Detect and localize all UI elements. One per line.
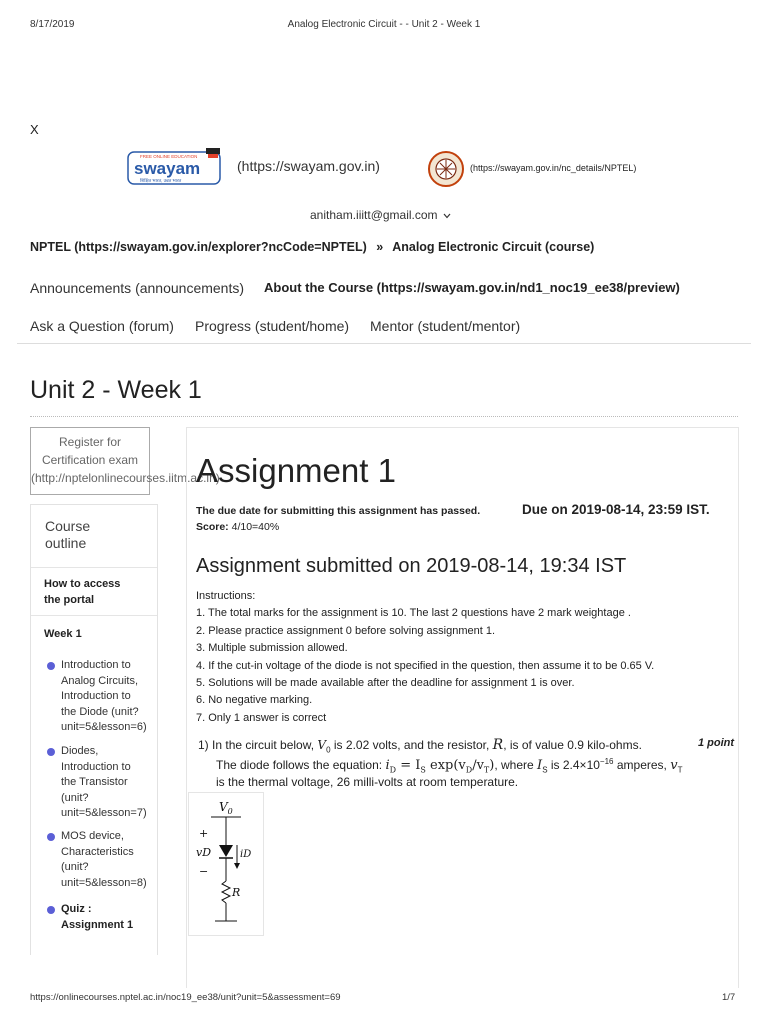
register-line3: (http://nptelonlinecourses.iitm.ac.in) <box>31 471 220 485</box>
instruction-item: 4. If the cut-in voltage of the diode is not specified in the question, then assume it to be 0.65 V. <box>196 659 655 672</box>
register-line2: Certification exam <box>41 453 139 467</box>
user-email: anitham.iiitt@gmail.com <box>310 208 438 222</box>
instruction-item: 6. No negative marking. <box>196 694 313 707</box>
instruction-item: 1. The total marks for the assignment is 10. The last 2 questions have 2 mark weightage . <box>196 607 631 620</box>
submitted-heading: Assignment submitted on 2019-08-14, 19:34 IST <box>196 555 627 577</box>
due-date: Due on 2019-08-14, 23:59 IST. <box>522 502 710 517</box>
user-menu[interactable] <box>310 208 451 222</box>
sidebar-lesson-intro-analog[interactable]: Introduction to Analog Circuits, Introduction to the Diode (unit? unit=5&lesson=6) <box>47 658 169 736</box>
nptel-link[interactable]: (https://swayam.gov.in/nc_details/NPTEL) <box>470 163 637 173</box>
nav-progress[interactable]: Progress (student/home) <box>195 318 350 334</box>
course-outline-heading: Course outline <box>45 518 91 551</box>
swayam-logo-icon <box>126 146 234 190</box>
score: Score: 4/10=40% <box>196 521 280 533</box>
lesson-bullet-icon <box>47 748 55 756</box>
svg-text:swayam: swayam <box>134 159 201 178</box>
instruction-item: 2. Please practice assignment 0 before solving assignment 1. <box>196 624 495 637</box>
title-divider <box>30 416 738 417</box>
sidebar-how-to-access[interactable]: How to access the portal <box>44 578 121 606</box>
nptel-logo[interactable] <box>426 150 466 188</box>
breadcrumb-nptel[interactable]: NPTEL (https://swayam.gov.in/explorer?ncCode=NPTEL) <box>30 240 367 254</box>
nav-about-course[interactable]: About the Course (https://swayam.gov.in/nd1_noc19_ee38/preview) <box>264 280 680 295</box>
close-button[interactable]: X <box>30 122 39 137</box>
sidebar-quiz-assignment-1[interactable]: Quiz : Assignment 1 <box>47 902 169 933</box>
nav-mentor[interactable]: Mentor (student/mentor) <box>370 318 521 334</box>
svg-text:+: + <box>199 827 209 840</box>
print-footer-page: 1/7 <box>722 992 736 1003</box>
nav-divider <box>17 343 751 344</box>
chevron-down-icon <box>443 213 451 219</box>
register-line1: Register for <box>58 435 122 449</box>
nav-ask-question[interactable]: Ask a Question (forum) <box>30 318 174 334</box>
diode-circuit-icon <box>189 793 263 935</box>
instruction-item: 7. Only 1 answer is correct <box>196 711 327 724</box>
question-1-points: 1 point <box>698 737 735 749</box>
svg-text:शिक्षित भारत, उन्नत भारत: शिक्षित भारत, उन्नत भारत <box>140 178 182 183</box>
svg-text:FREE ONLINE EDUCATION: FREE ONLINE EDUCATION <box>140 154 198 159</box>
lesson-bullet-icon <box>47 662 55 670</box>
breadcrumb-course[interactable]: Analog Electronic Circuit (course) <box>392 240 595 254</box>
nptel-logo-icon <box>426 150 466 188</box>
circuit-diagram <box>188 792 264 936</box>
svg-text:−: − <box>199 865 209 878</box>
sidebar-lesson-diodes[interactable]: Diodes, Introduction to the Transistor (unit? unit=5&lesson=7) <box>47 744 169 822</box>
swayam-logo[interactable] <box>126 146 234 190</box>
instruction-item: 3. Multiple submission allowed. <box>196 642 348 655</box>
assignment-title: Assignment 1 <box>196 452 396 489</box>
register-certification-button[interactable] <box>30 427 220 495</box>
svg-text:iD: iD <box>240 849 252 860</box>
due-passed-notice: The due date for submitting this assignment has passed. <box>196 505 481 517</box>
lesson-bullet-icon <box>47 906 55 914</box>
sidebar-week-1[interactable]: Week 1 <box>44 628 82 640</box>
nav-announcements[interactable]: Announcements (announcements) <box>30 280 245 296</box>
question-1-line3: is the thermal voltage, 26 milli-volts at room temperature. <box>216 775 519 789</box>
svg-text:vD: vD <box>196 846 212 859</box>
question-1-text: 1) In the circuit below, $V_0$ is 2.02 volts, and the resistor, R, is of value 0.9 kilo-ohms. <box>198 737 642 755</box>
svg-text:R: R <box>232 886 241 899</box>
instruction-item: 5. Solutions will be made available after the deadline for assignment 1 is over. <box>196 677 575 690</box>
print-title: Analog Electronic Circuit - - Unit 2 - Week 1 <box>287 19 481 30</box>
print-date: 8/17/2019 <box>30 19 75 30</box>
sidebar-lesson-mos[interactable]: MOS device, Characteristics (unit? unit=5&lesson=8) <box>47 829 169 891</box>
lesson-bullet-icon <box>47 833 55 841</box>
breadcrumb <box>30 240 594 254</box>
page-title: Unit 2 - Week 1 <box>30 376 202 404</box>
swayam-link[interactable]: (https://swayam.gov.in) <box>237 158 380 174</box>
svg-text:V0: $V_0$ <box>219 800 233 816</box>
question-1-equation-line: The diode follows the equation: $i_D = I_S$ $\exp(v_D/v_T)$, where $I_S$ is $2.4\times 10^{-16}$ amperes, $v_T$ <box>216 757 683 775</box>
print-footer-url: https://onlinecourses.nptel.ac.in/noc19_ee38/unit?unit=5&assessment=69 <box>30 992 341 1003</box>
breadcrumb-separator: » <box>376 240 384 254</box>
instructions: Instructions: 1. The total marks for the assignment is 10. The last 2 questions have 2 mark weightage . 2. Please practice assignment 0 before solving assignment 1. 3. Multiple submission allowed. 4. If the cut-in voltage of the diode is not specified in the question, then assume it to be 0.65 V. 5. Solutions will be made available after the deadline for assignment 1 is over. 6. No negative marking. 7. Only 1 answer is correct <box>196 588 736 727</box>
